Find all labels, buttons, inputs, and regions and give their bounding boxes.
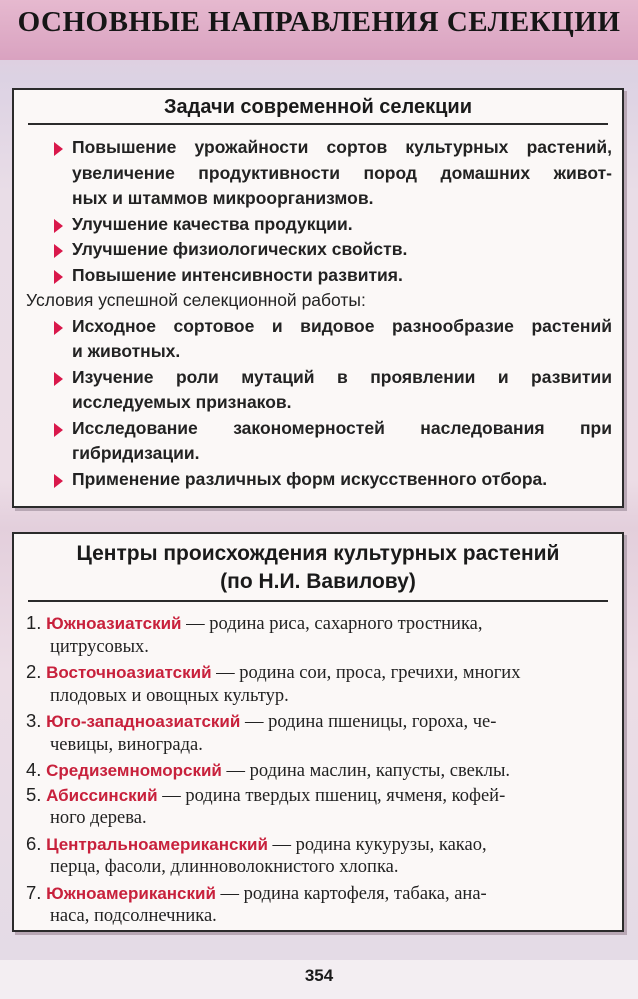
center-description-continued: плодовых и овощных культур. (50, 685, 289, 706)
bullet-icon (54, 423, 63, 437)
page-title: ОСНОВНЫЕ НАПРАВЛЕНИЯ СЕЛЕКЦИИ (17, 6, 621, 38)
center-description-continued: перца, фасоли, длинноволокнистого хлопка. (50, 857, 399, 877)
title-divider (28, 600, 608, 602)
bullet-icon (54, 321, 63, 335)
centers-title-line2: (по Н.И. Вавилову) (220, 570, 416, 593)
center-number: 1. (26, 612, 42, 633)
header-banner (0, 0, 638, 60)
list-item-line: ных и штаммов микроорганизмов. (72, 188, 374, 208)
centers-title (14, 534, 622, 596)
bullet-icon (54, 270, 63, 284)
center-description: — родина маслин, капусты, свеклы. (221, 761, 511, 781)
center-name: Южноамериканский (46, 883, 216, 903)
center-item (26, 612, 612, 635)
center-description: — родина пшеницы, гороха, че- (240, 712, 497, 732)
center-number: 3. (26, 710, 42, 731)
list-item-line: Изучение роли мутаций в проявлении и развитии (72, 366, 612, 387)
center-name: Южноазиатский (46, 614, 182, 633)
bullet-icon (54, 474, 63, 488)
tasks-title: Задачи современной селекции (164, 96, 472, 118)
center-name: Центральноамериканский (46, 834, 268, 854)
bullet-icon (54, 244, 63, 258)
center-item (26, 833, 612, 856)
conditions-title: Условия успешной селекционной работы: (26, 290, 366, 310)
center-number: 5. (26, 783, 42, 805)
list-item-line: и животных. (72, 341, 181, 361)
center-name: Восточноазиатский (46, 663, 212, 682)
title-divider (28, 123, 608, 125)
center-description-continued: наса, подсолнечника. (50, 906, 217, 926)
center-description: — родина картофеля, табака, ана- (215, 883, 487, 904)
list-item-line: увеличение продуктивности пород домашних живот- (72, 162, 612, 183)
center-name: Абиссинский (46, 785, 158, 805)
center-number: 4. (26, 759, 42, 780)
list-item-line: Повышение урожайности сортов культурных растений, (72, 137, 612, 157)
list-item-line: Улучшение физиологических свойств. (72, 239, 408, 259)
bullet-icon (54, 142, 63, 156)
tasks-card (12, 88, 624, 508)
bullet-icon (54, 219, 63, 233)
center-description: — родина твердых пшениц, ячменя, кофей- (157, 785, 506, 806)
centers-card (12, 532, 624, 932)
center-item (26, 882, 612, 905)
center-description: — родина сои, проса, гречихи, многих (211, 663, 521, 683)
list-item-line: гибридизации. (72, 443, 200, 463)
list-item-line: Улучшение качества продукции. (72, 213, 353, 234)
center-number: 6. (26, 832, 42, 854)
centers-title-line1: Центры происхождения культурных растений (76, 542, 560, 565)
list-item-line: Исследование закономерностей наследования при (72, 417, 612, 438)
center-item (26, 759, 612, 782)
center-item (26, 784, 612, 807)
center-item (26, 710, 612, 733)
center-description: — родина кукурузы, какао, (267, 834, 487, 855)
page-number: 354 (304, 966, 334, 985)
bullet-icon (54, 372, 63, 386)
center-description: — родина риса, сахарного тростника, (181, 614, 483, 634)
center-description-continued: ного дерева. (50, 808, 147, 828)
center-description-continued: чевицы, винограда. (50, 734, 203, 755)
center-name: Средиземноморский (46, 761, 222, 780)
center-number: 2. (26, 661, 42, 682)
list-item-line: исследуемых признаков. (72, 392, 292, 412)
center-description-continued: цитрусовых. (50, 636, 149, 657)
center-name: Юго-западноазиатский (46, 712, 241, 731)
list-item-line: Применение различных форм искусственного отбора. (72, 468, 548, 489)
list-item-line: Исходное сортовое и видовое разнообразие растений (72, 315, 612, 336)
list-item-line: Повышение интенсивности развития. (72, 264, 403, 285)
center-item (26, 661, 612, 684)
center-number: 7. (26, 881, 42, 903)
